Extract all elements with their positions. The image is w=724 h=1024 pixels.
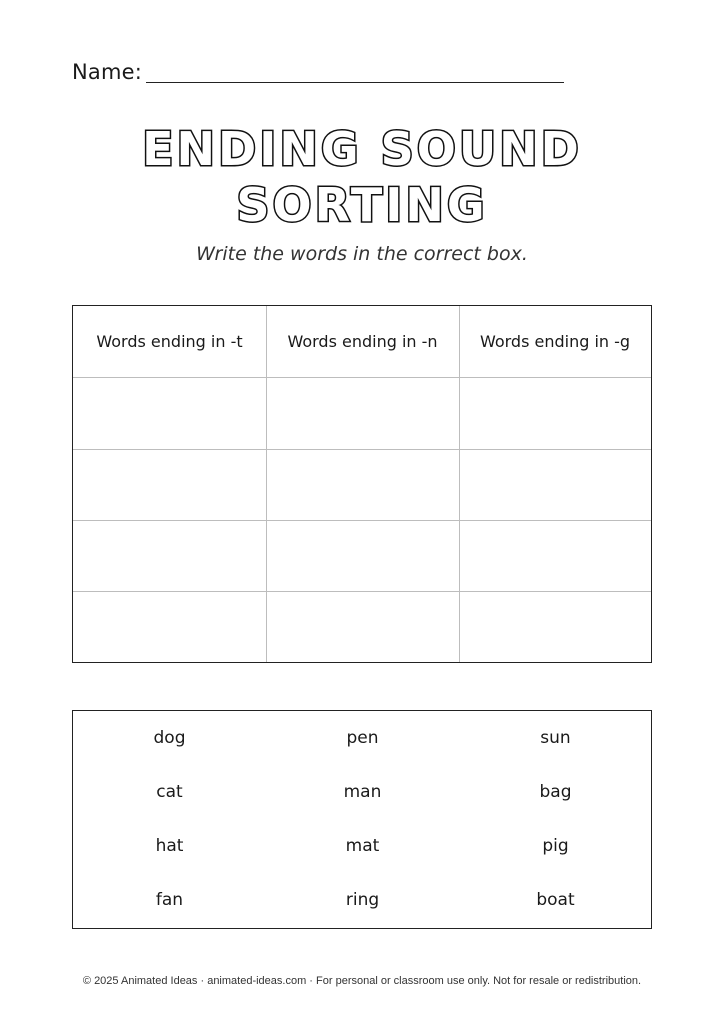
answer-cell-t[interactable] [73, 450, 266, 520]
header-cell-t [73, 306, 266, 377]
table-row [73, 592, 651, 662]
word-bag: bag [539, 782, 572, 802]
word-bank [72, 710, 652, 929]
name-blank-line[interactable] [146, 82, 564, 83]
answer-cell-n[interactable] [266, 378, 459, 449]
word-ring: ring [345, 890, 380, 910]
copyright-footer: © 2025 Animated Ideas · animated-ideas.com · For personal or classroom use only. Not for resale or redistribution. [82, 975, 642, 987]
word-hat: hat [155, 836, 184, 856]
table-row [73, 521, 651, 591]
header-label-g: Words ending in -g [479, 332, 631, 351]
table-row [73, 450, 651, 520]
answer-cell-g[interactable] [459, 378, 651, 449]
word-pig: pig [542, 836, 569, 856]
word-man: man [343, 782, 382, 802]
table-header-row [73, 306, 651, 377]
word-mat: mat [345, 836, 380, 856]
name-label: Name: [72, 60, 143, 84]
word-dog: dog [153, 728, 186, 748]
answer-cell-n[interactable] [266, 592, 459, 662]
answer-cell-t[interactable] [73, 378, 266, 449]
word-sun: sun [540, 728, 571, 748]
answer-cell-n[interactable] [266, 450, 459, 520]
instruction-text: Write the words in the correct box. [196, 243, 528, 265]
word-boat: boat [536, 890, 575, 910]
word-fan: fan [155, 890, 184, 910]
answer-cell-g[interactable] [459, 592, 651, 662]
header-label-t: Words ending in -t [96, 332, 243, 351]
header-label-n: Words ending in -n [287, 332, 438, 351]
word-cat: cat [156, 782, 183, 802]
answer-cell-g[interactable] [459, 450, 651, 520]
answer-cell-n[interactable] [266, 521, 459, 591]
table-row [73, 378, 651, 449]
title-line-1: ENDING SOUND [142, 122, 582, 176]
answer-cell-g[interactable] [459, 521, 651, 591]
header-cell-n [266, 306, 459, 377]
title-line-2: SORTING [236, 178, 488, 232]
sorting-table [72, 305, 652, 663]
header-cell-g [459, 306, 651, 377]
answer-cell-t[interactable] [73, 592, 266, 662]
word-pen: pen [346, 728, 379, 748]
answer-cell-t[interactable] [73, 521, 266, 591]
